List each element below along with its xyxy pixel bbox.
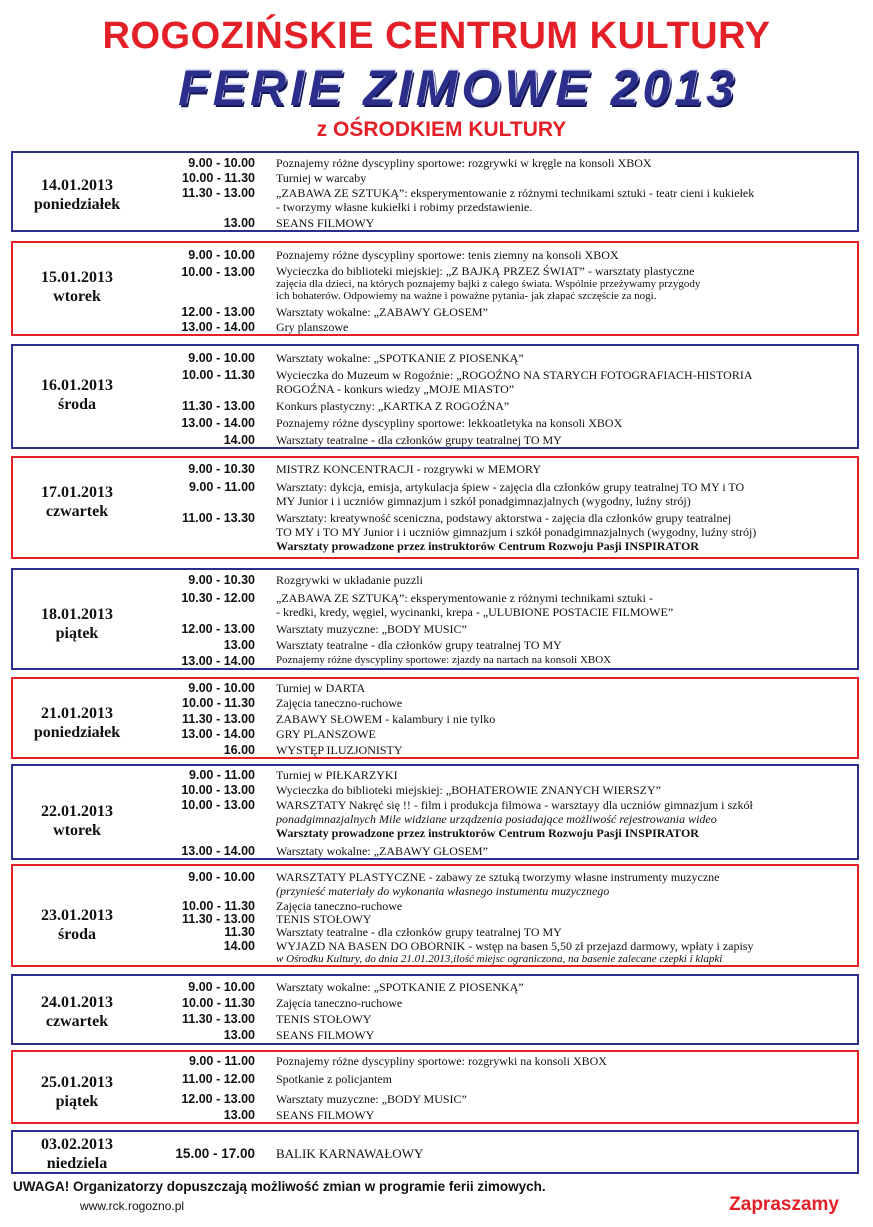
time-range: 10.00 - 13.00 (181, 783, 255, 797)
day-weekday: poniedziałek (33, 196, 121, 213)
time-range: 11.30 - 13.00 (182, 1012, 255, 1026)
activity-line: TO MY i TO MY Junior i i uczniów gimnazjum i szkół ponadgimnazjalnych (wygodny, luźny strój) (276, 525, 757, 539)
notice: UWAGA! Organizatorzy dopuszczają możliwość zmian w programie ferii zimowych. (13, 1179, 546, 1194)
time-range: 9.00 - 11.00 (188, 1054, 255, 1068)
activity-line: Spotkanie z policjantem (276, 1072, 392, 1086)
activity-line: Wycieczka do biblioteki miejskiej: „BOHATEROWIE ZNANYCH WIERSZY” (276, 783, 661, 797)
activity-line: Warsztaty: kreatywność sceniczna, podstawy aktorstwa - zajęcia dla członków grupy teatralnej (276, 511, 732, 525)
time-range: 11.30 (224, 925, 255, 939)
activity-line: w Ośrodku Kultury, do dnia 21.01.2013,ilość miejsc ograniczona, na basenie zalecane czepki i klapki (276, 953, 723, 965)
time-range: 13.00 (223, 1108, 255, 1122)
activity-line: ROGOŹNA - konkurs wiedzy „MOJE MIASTO” (276, 382, 515, 396)
activity-line: Poznajemy różne dyscypliny sportowe: tenis ziemny na konsoli XBOX (276, 248, 619, 262)
time-range: 12.00 - 13.00 (181, 305, 255, 319)
day-weekday: środa (58, 396, 96, 413)
time-range: 12.00 - 13.00 (181, 1092, 255, 1106)
time-range: 10.00 - 13.00 (181, 265, 255, 279)
time-range: 13.00 (223, 216, 255, 230)
time-range: 9.00 - 10.00 (188, 980, 255, 994)
time-range: 10.00 - 11.30 (182, 171, 255, 185)
time-range: 10.00 - 11.30 (182, 368, 255, 382)
activity-line: Zajęcia taneczno-ruchowe (276, 696, 403, 710)
tagline: z OŚRODKIEM KULTURY (316, 118, 567, 141)
time-range: 9.00 - 10.00 (188, 681, 255, 695)
day-block (11, 974, 859, 1045)
time-range: 10.00 - 11.30 (182, 696, 255, 710)
activity-line: - tworzymy własne kukiełki i robimy przedstawienie. (276, 200, 533, 214)
activity-line: Warsztaty prowadzone przez instruktorów Centrum Rozwoju Pasji INSPIRATOR (276, 826, 699, 840)
activity-line: - kredki, kredy, węgiel, wycinanki, krepa - „ULUBIONE POSTACIE FILMOWE” (276, 605, 674, 619)
time-range: 13.00 (223, 1028, 255, 1042)
day-block (11, 456, 859, 559)
time-range: 9.00 - 10.30 (188, 462, 255, 476)
time-range: 14.00 (223, 433, 255, 447)
time-range: 13.00 - 14.00 (181, 416, 255, 430)
day-weekday: piątek (55, 625, 99, 642)
time-range: 13.00 - 14.00 (181, 320, 255, 334)
day-date: 14.01.2013 (41, 177, 113, 194)
time-range: 9.00 - 10.30 (188, 573, 255, 587)
activity-line: SEANS FILMOWY (276, 216, 375, 230)
time-range: 16.00 (223, 743, 255, 757)
time-range: 9.00 - 10.00 (188, 351, 255, 365)
time-range: 11.30 - 13.00 (182, 399, 255, 413)
time-range: 14.00 (223, 939, 255, 953)
day-date: 15.01.2013 (41, 269, 113, 286)
activity-line: ZABAWY SŁOWEM - kalambury i nie tylko (276, 712, 496, 726)
day-block (11, 1050, 859, 1124)
time-range: 11.30 - 13.00 (182, 912, 255, 926)
time-range: 10.00 - 11.30 (182, 899, 255, 913)
activity-line: Poznajemy różne dyscypliny sportowe: zjazdy na nartach na konsoli XBOX (276, 654, 612, 666)
activity-line: MY Junior i i uczniów gimnazjum i szkół ponadgimnazjalnych (wygodny, luźny strój) (276, 494, 691, 508)
activity-line: Turniej w DARTA (276, 681, 366, 695)
activity-line: Warsztaty teatralne - dla członków grupy teatralnej TO MY (276, 925, 562, 939)
day-weekday: wtorek (53, 288, 101, 305)
day-block (11, 864, 859, 967)
time-range: 9.00 - 11.00 (188, 480, 255, 494)
day-block (11, 241, 859, 336)
activity-line: Poznajemy różne dyscypliny sportowe: lekkoatletyka na konsoli XBOX (276, 416, 623, 430)
activity-line: BALIK KARNAWAŁOWY (276, 1146, 424, 1161)
activity-line: Zajęcia taneczno-ruchowe (276, 899, 403, 913)
activity-line: (przynieść materiały do wykonania własnego instumentu muzycznego (276, 884, 610, 898)
activity-line: Warsztaty wokalne: „ZABAWY GŁOSEM” (276, 305, 488, 319)
time-range: 9.00 - 10.00 (188, 156, 255, 170)
activity-line: SEANS FILMOWY (276, 1108, 375, 1122)
activity-line: MISTRZ KONCENTRACJI - rozgrywki w MEMORY (276, 462, 541, 476)
closing-text: Zapraszamy (729, 1194, 839, 1215)
day-date: 18.01.2013 (41, 606, 113, 623)
day-block (11, 1130, 859, 1174)
day-block (11, 677, 859, 759)
activity-line: zajęcia dla dzieci, na których poznajemy bajki z całego świata. Wspólnie przeżywamy przygody (276, 277, 701, 290)
day-date: 21.01.2013 (41, 705, 113, 722)
day-block (11, 764, 859, 860)
activity-line: Konkurs plastyczny: „KARTKA Z ROGOŹNA” (276, 399, 510, 413)
day-block (11, 568, 859, 670)
activity-line: Warsztaty muzyczne: „BODY MUSIC” (276, 1092, 467, 1106)
activity-line: Poznajemy różne dyscypliny sportowe: rozgrywki w kręgle na konsoli XBOX (276, 156, 652, 170)
time-range: 9.00 - 10.00 (188, 870, 255, 884)
activity-line: WARSZTATY PLASTYCZNE - zabawy ze sztuką tworzymy własne instrumenty muzyczne (276, 870, 720, 884)
day-weekday: czwartek (45, 1013, 109, 1030)
activity-line: Warsztaty wokalne: „ZABAWY GŁOSEM” (276, 844, 488, 858)
activity-line: WARSZTATY Nakręć się !! - film i produkcja filmowa - warsztayy dla uczniów gimnazjum i szkół (276, 798, 753, 812)
page-title: ROGOZIŃSKIE CENTRUM KULTURY (102, 15, 771, 57)
activity-line: Warsztaty wokalne: „SPOTKANIE Z PIOSENKĄ” (276, 980, 524, 994)
time-range: 13.00 - 14.00 (181, 727, 255, 741)
activity-line: Warsztaty teatralne - dla członków grupy teatralnej TO MY (276, 638, 562, 652)
day-date: 23.01.2013 (41, 907, 113, 924)
day-date: 17.01.2013 (41, 484, 113, 501)
time-range: 11.00 - 12.00 (182, 1072, 255, 1086)
time-range: 12.00 - 13.00 (181, 622, 255, 636)
activity-line: Rozgrywki w układanie puzzli (276, 573, 423, 587)
time-range: 9.00 - 10.00 (188, 248, 255, 262)
time-range: 9.00 - 11.00 (188, 768, 255, 782)
day-weekday: poniedziałek (33, 724, 121, 741)
day-weekday: niedziela (46, 1155, 108, 1172)
time-range: 13.00 (223, 638, 255, 652)
time-range: 10.30 - 12.00 (181, 591, 255, 605)
day-weekday: czwartek (45, 503, 109, 520)
activity-line: Warsztaty wokalne: „SPOTKANIE Z PIOSENKĄ” (276, 351, 524, 365)
activity-line: Warsztaty teatralne - dla członków grupy teatralnej TO MY (276, 433, 562, 447)
activity-line: ich bohaterów. Odpowiemy na ważne i poważne pytania- jak złapać szczęście za nogi. (276, 290, 657, 302)
activity-line: Poznajemy różne dyscypliny sportowe: rozgrywki na konsoli XBOX (276, 1054, 607, 1068)
time-range: 11.30 - 13.00 (182, 186, 255, 200)
activity-line: Turniej w PIŁKARZYKI (276, 768, 398, 782)
activity-line: TENIS STOŁOWY (276, 1012, 372, 1026)
activity-line: WYJAZD NA BASEN DO OBORNIK - wstęp na basen 5,50 zł przejazd darmowy, wpłaty i zapisy (276, 939, 754, 953)
activity-line: Wycieczka do biblioteki miejskiej: „Z BAJKĄ PRZEZ ŚWIAT” - warsztaty plastyczne (276, 264, 695, 278)
day-date: 22.01.2013 (41, 803, 113, 820)
activity-line: Wycieczka do Muzeum w Rogoźnie: „ROGOŹNO NA STARYCH FOTOGRAFIACH-HISTORIA (276, 368, 753, 382)
activity-line: SEANS FILMOWY (276, 1028, 375, 1042)
activity-line: GRY PLANSZOWE (276, 727, 376, 741)
event-title: FERIE ZIMOWE 2013 (178, 60, 738, 116)
day-weekday: piątek (55, 1093, 99, 1110)
activity-line: Warsztaty muzyczne: „BODY MUSIC” (276, 622, 467, 636)
day-date: 03.02.2013 (41, 1136, 113, 1153)
activity-line: „ZABAWA ZE SZTUKĄ”: eksperymentowanie z różnymi technikami sztuki - teatr cieni i kukiełek (276, 186, 755, 200)
day-date: 24.01.2013 (41, 994, 113, 1011)
activity-line: TENIS STOŁOWY (276, 912, 372, 926)
time-range: 11.00 - 13.30 (182, 511, 255, 525)
activity-line: WYSTĘP ILUZJONISTY (276, 743, 403, 757)
day-weekday: środa (58, 926, 96, 943)
activity-line: Warsztaty: dykcja, emisja, artykulacja śpiew - zajęcia dla członków grupy teatralnej TO MY i TO (276, 480, 745, 494)
activity-line: Gry planszowe (276, 320, 349, 334)
website-link[interactable]: www.rck.rogozno.pl (80, 1199, 185, 1213)
time-range: 13.00 - 14.00 (181, 844, 255, 858)
activity-line: Turniej w warcaby (276, 171, 367, 185)
time-range: 10.00 - 11.30 (182, 996, 255, 1010)
day-weekday: wtorek (53, 822, 101, 839)
day-date: 25.01.2013 (41, 1074, 113, 1091)
activity-line: Zajęcia taneczno-ruchowe (276, 996, 403, 1010)
day-date: 16.01.2013 (41, 377, 113, 394)
time-range: 13.00 - 14.00 (181, 654, 255, 668)
day-block (11, 151, 859, 232)
time-range: 10.00 - 13.00 (181, 798, 255, 812)
time-range: 11.30 - 13.00 (182, 712, 255, 726)
activity-line: „ZABAWA ZE SZTUKĄ”: eksperymentowanie z różnymi technikami sztuki - (276, 591, 653, 605)
activity-line: ponadgimnazjalnych Mile widziane urządzenia posiadające możliwość rejestrowania wideo (276, 812, 717, 826)
time-range: 15.00 - 17.00 (175, 1146, 255, 1161)
activity-line: Warsztaty prowadzone przez instruktorów Centrum Rozwoju Pasji INSPIRATOR (276, 539, 699, 553)
day-block (11, 344, 859, 449)
